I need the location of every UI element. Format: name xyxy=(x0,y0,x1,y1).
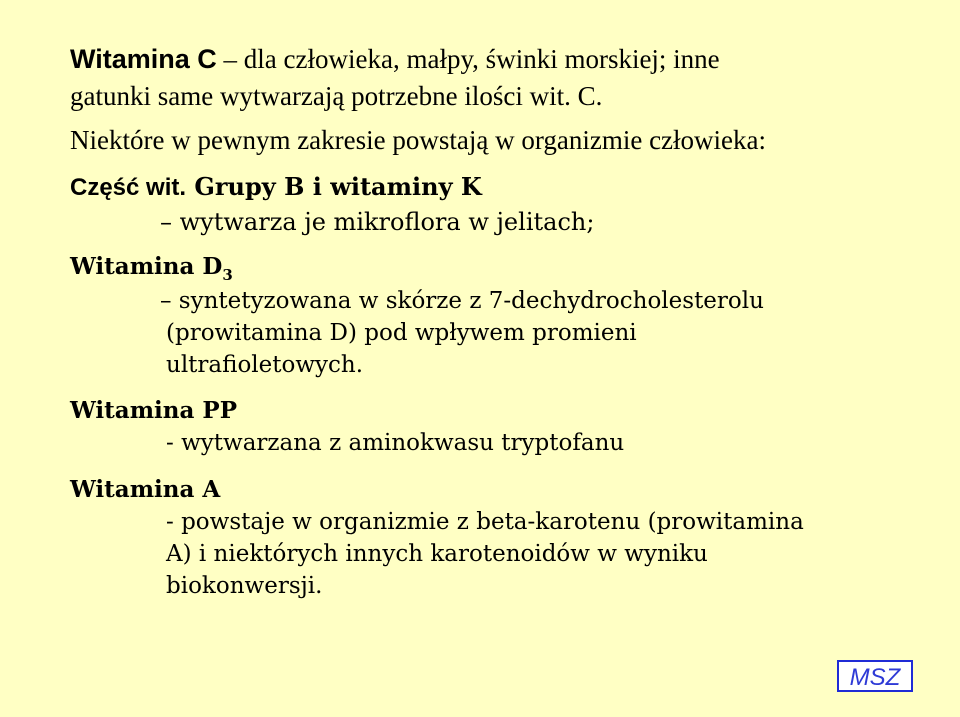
vitamin-d-label: Witamina D xyxy=(70,253,223,280)
vitamin-a-text-3: biokonwersji. xyxy=(166,573,323,599)
vitamin-a-text-1: - powstaje w organizmie z beta-karotenu (prowitamina xyxy=(166,509,804,535)
vitamin-d3-text-3: ultrafioletowych. xyxy=(166,352,364,378)
vitamin-a-heading: Witamina A xyxy=(70,476,221,503)
intro-sentence: Niektóre w pewnym zakresie powstają w organizmie człowieka: xyxy=(70,125,767,155)
msz-badge: MSZ xyxy=(837,660,913,692)
vitamin-c-text: – dla człowieka, małpy, świnki morskiej; inne xyxy=(216,44,720,74)
vitamin-pp-heading: Witamina PP xyxy=(70,397,237,424)
vitamin-c-heading: Witamina C xyxy=(70,44,217,74)
vitamin-b-k-heading-part2: Grupy B i witaminy K xyxy=(186,172,482,201)
vitamin-c-line xyxy=(70,44,720,75)
vitamin-c-text-continued: gatunki same wytwarzają potrzebne ilości wit. C. xyxy=(70,81,603,111)
vitamin-d3-text-2: (prowitamina D) pod wpływem promieni xyxy=(166,320,637,346)
vitamin-b-k-heading-part1: Część wit. xyxy=(70,174,187,201)
vitamin-d3-heading xyxy=(70,253,233,284)
vitamin-d-subscript: 3 xyxy=(222,266,233,284)
vitamin-d3-text-1: – syntetyzowana w skórze z 7-dechydrocholesterolu xyxy=(160,288,764,314)
vitamin-pp-text: - wytwarzana z aminokwasu tryptofanu xyxy=(166,430,625,456)
vitamin-b-k-heading xyxy=(70,172,482,202)
vitamin-b-k-text: – wytwarza je mikroflora w jelitach; xyxy=(160,208,595,236)
vitamin-a-text-2: A) i niektórych innych karotenoidów w wyniku xyxy=(166,541,708,567)
